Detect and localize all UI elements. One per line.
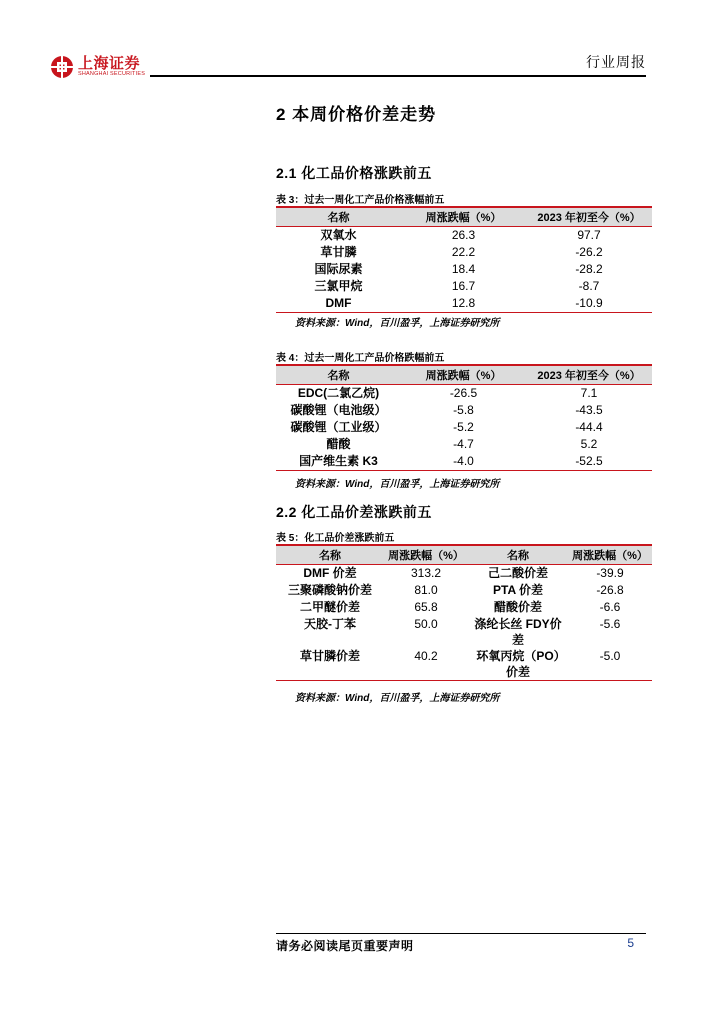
- table-cell: -6.6: [599, 600, 621, 614]
- column-header: 周涨跌幅（%）: [401, 365, 526, 385]
- column-header: 名称: [276, 365, 401, 385]
- table-cell: -26.2: [575, 245, 603, 259]
- table-cell: 环氧丙烷（PO）价差: [468, 648, 568, 681]
- section-title: 2 本周价格价差走势: [276, 105, 437, 124]
- table-cell: 双氧水: [320, 228, 357, 242]
- table4-price-decliners: [276, 364, 652, 471]
- table-cell: EDC(二氯乙烷): [297, 386, 380, 400]
- table5-source: 资料来源：Wind，百川盈孚，上海证券研究所: [295, 693, 500, 704]
- table-cell: -26.8: [596, 583, 624, 597]
- table-row: [276, 385, 652, 403]
- table-cell: 碳酸锂（电池级）: [290, 403, 387, 417]
- table-row: [276, 419, 652, 436]
- table-cell: 三氯甲烷: [314, 279, 363, 293]
- table-cell: 天胶-丁苯: [304, 617, 356, 631]
- table-row: [276, 453, 652, 471]
- table5-caption: 表 5：化工品价差涨跌前五: [276, 533, 395, 544]
- table-row: [276, 244, 652, 261]
- table-row: [276, 648, 652, 681]
- table4-caption: 表 4：过去一周化工产品价格跌幅前五: [276, 353, 445, 364]
- table-row: [276, 227, 652, 245]
- table-cell: 81.0: [414, 583, 438, 597]
- subsection-title-spread: 2.2 化工品价差涨跌前五: [276, 504, 432, 520]
- table-cell: 5.2: [580, 437, 598, 451]
- table-cell: -4.7: [453, 437, 474, 451]
- table-header-row: [276, 365, 652, 385]
- table5-spread-movers: [276, 544, 652, 681]
- table-cell: 醋酸价差: [493, 600, 542, 614]
- column-header: 周涨跌幅（%）: [568, 545, 652, 565]
- table-row: [276, 402, 652, 419]
- table-row: [276, 582, 652, 599]
- logo-english-name: SHANGHAI SECURITIES: [78, 71, 146, 78]
- table-cell: -4.0: [401, 453, 526, 471]
- logo-emblem-icon: [50, 55, 74, 79]
- table-cell: -5.0: [568, 648, 652, 681]
- column-header: 名称: [276, 545, 384, 565]
- table-row: [276, 295, 652, 313]
- table-row: [276, 616, 652, 648]
- table-cell: -39.9: [596, 566, 624, 580]
- table3-caption: 表 3：过去一周化工产品价格涨幅前五: [276, 195, 445, 206]
- table-cell: -5.6: [599, 617, 621, 631]
- table-header-row: [276, 545, 652, 565]
- table3-source: 资料来源：Wind，百川盈孚，上海证券研究所: [295, 318, 500, 329]
- table-cell: 26.3: [451, 228, 476, 242]
- table-cell: PTA 价差: [493, 583, 543, 597]
- company-logo: [50, 55, 145, 79]
- column-header: 周涨跌幅（%）: [384, 545, 468, 565]
- table-cell: -44.4: [575, 420, 603, 434]
- table-cell: DMF 价差: [303, 566, 357, 580]
- report-type: 行业周报: [586, 54, 646, 70]
- table-row: [276, 278, 652, 295]
- table-cell: -26.5: [449, 386, 478, 400]
- table-cell: 65.8: [414, 600, 438, 614]
- table-cell: 己二酸价差: [487, 566, 548, 580]
- header-divider: [150, 75, 646, 77]
- table-cell: -43.5: [575, 403, 603, 417]
- table-cell: 二甲醚价差: [299, 600, 360, 614]
- table-cell: 40.2: [384, 648, 468, 681]
- table-row: [276, 565, 652, 583]
- subsection-title-price: 2.1 化工品价格涨跌前五: [276, 165, 432, 181]
- table-cell: 50.0: [414, 617, 438, 631]
- table-cell: -10.9: [526, 295, 652, 313]
- column-header: 2023 年初至今（%）: [526, 207, 652, 227]
- table-row: [276, 436, 652, 453]
- table-cell: 涤纶长丝 FDY价差: [474, 617, 562, 647]
- table-cell: 12.8: [401, 295, 526, 313]
- table-cell: 16.7: [451, 279, 476, 293]
- table-cell: -5.8: [453, 403, 474, 417]
- column-header: 2023 年初至今（%）: [526, 365, 652, 385]
- table-cell: 三聚磷酸钠价差: [287, 583, 372, 597]
- logo-chinese-name: 上海证券: [78, 55, 141, 73]
- table-cell: 国际尿素: [314, 262, 363, 276]
- table-cell: 18.4: [451, 262, 476, 276]
- table-header-row: [276, 207, 652, 227]
- table-cell: 97.7: [577, 228, 601, 242]
- table-row: [276, 599, 652, 616]
- table-row: [276, 261, 652, 278]
- column-header: 名称: [276, 207, 401, 227]
- column-header: 周涨跌幅（%）: [401, 207, 526, 227]
- table-cell: DMF: [276, 295, 401, 313]
- table-cell: 国产维生素 K3: [276, 453, 401, 471]
- table-cell: 醋酸: [326, 437, 351, 451]
- page-number: 5: [627, 936, 634, 950]
- table3-price-gainers: [276, 206, 652, 313]
- table-cell: 313.2: [410, 566, 442, 580]
- table4-source: 资料来源：Wind，百川盈孚，上海证券研究所: [295, 479, 500, 490]
- footer-divider: [276, 933, 646, 934]
- table-cell: -28.2: [575, 262, 603, 276]
- table-cell: -52.5: [526, 453, 652, 471]
- table-cell: 7.1: [580, 386, 598, 400]
- table-cell: 草甘膦价差: [276, 648, 384, 681]
- table-cell: 22.2: [451, 245, 476, 259]
- disclaimer-note: 请务必阅读尾页重要声明: [276, 939, 414, 953]
- table-cell: -8.7: [578, 279, 600, 293]
- table-cell: 草甘膦: [320, 245, 357, 259]
- table-cell: -5.2: [453, 420, 474, 434]
- table-cell: 碳酸锂（工业级）: [290, 420, 387, 434]
- column-header: 名称: [468, 545, 568, 565]
